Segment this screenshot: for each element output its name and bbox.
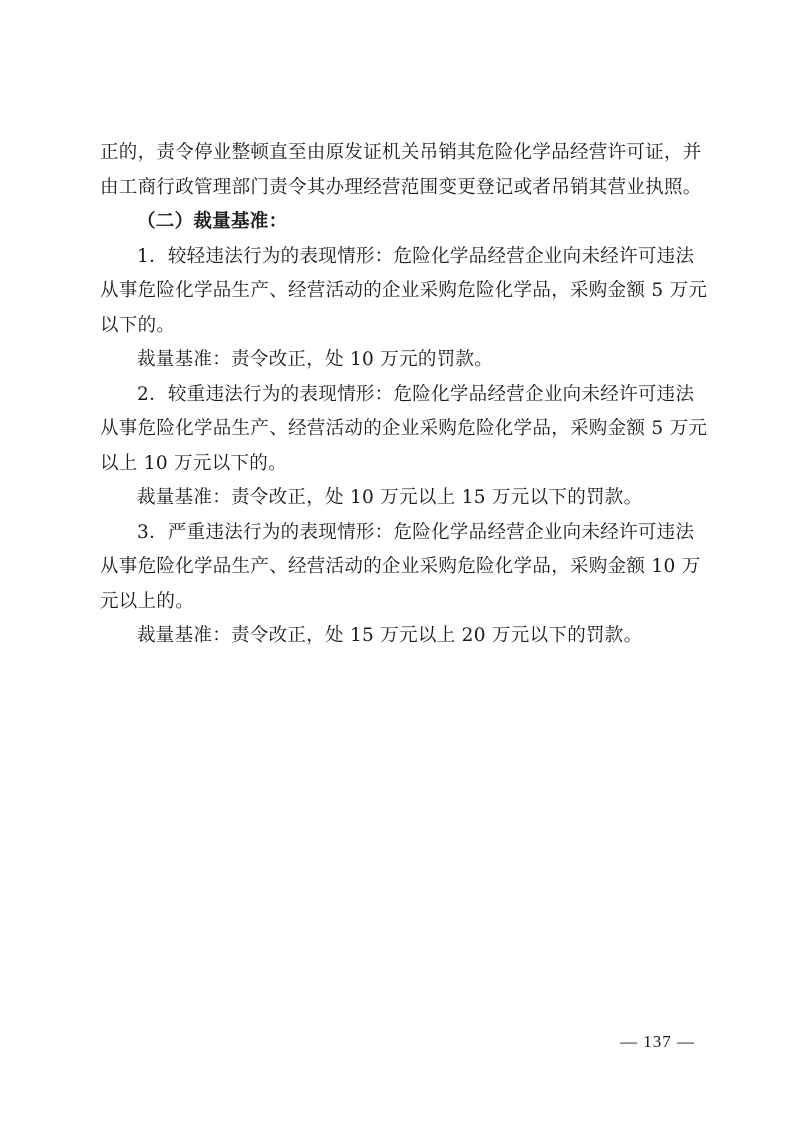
section-heading: （二）裁量基准：: [137, 211, 288, 232]
item-2-line: 以上 10 万元以下的。: [100, 452, 287, 474]
item-3-line: 3．严重违法行为的表现情形：危险化学品经营企业向未经许可违法: [137, 521, 695, 543]
item-1-standard: 裁量基准：责令改正，处 10 万元的罚款。: [137, 349, 494, 370]
item-3-standard: 裁量基准：责令改正，处 15 万元以上 20 万元以下的罚款。: [137, 625, 643, 646]
paragraph-line: 由工商行政管理部门责令其办理经营范围变更登记或者吊销其营业执照。: [100, 176, 702, 198]
body-text: [100, 136, 708, 654]
paragraph-line: 正的，责令停业整顿直至由原发证机关吊销其危险化学品经营许可证，并: [100, 142, 702, 163]
item-1-line: 从事危险化学品生产、经营活动的企业采购危险化学品，采购金额 5 万元: [100, 280, 708, 301]
item-2-line: 2．较重违法行为的表现情形：危险化学品经营企业向未经许可违法: [137, 383, 695, 405]
item-2-standard: 裁量基准：责令改正，处 10 万元以上 15 万元以下的罚款。: [137, 487, 643, 508]
item-1-line: 1．较轻违法行为的表现情形：危险化学品经营企业向未经许可违法: [137, 245, 695, 267]
item-1-line: 以下的。: [100, 314, 176, 336]
item-3-line: 从事危险化学品生产、经营活动的企业采购危险化学品，采购金额 10 万: [100, 556, 701, 577]
item-3-line: 元以上的。: [100, 590, 195, 612]
item-2-line: 从事危险化学品生产、经营活动的企业采购危险化学品，采购金额 5 万元: [100, 418, 708, 439]
page-number: — 137 —: [620, 1032, 695, 1051]
